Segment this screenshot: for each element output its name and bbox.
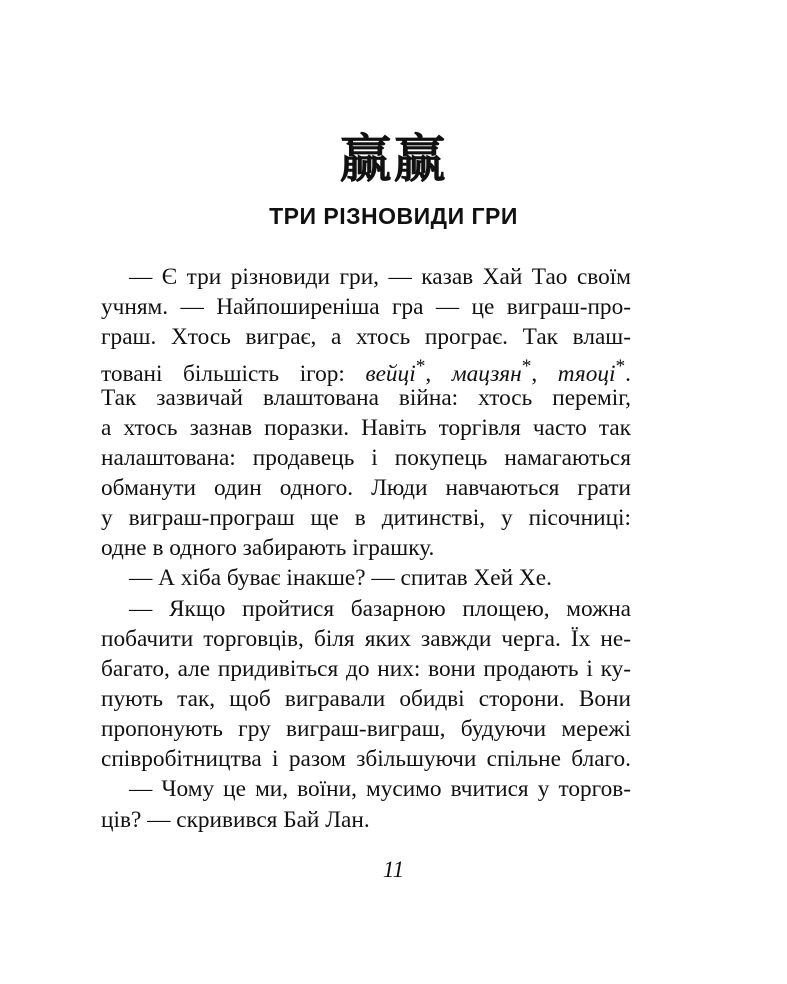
text-line: Так зазвичай влаштована війна: хтось переміг, bbox=[101, 384, 631, 411]
chapter-cjk-title: 赢赢 bbox=[339, 130, 448, 190]
text-line-games-lead: товані більшість ігор: bbox=[101, 361, 366, 388]
footnote-mark: * bbox=[615, 356, 626, 378]
text-line: співробітництва і разом збільшуючи спільне благо. bbox=[101, 746, 631, 773]
footnote-mark: * bbox=[521, 356, 532, 378]
text-line: учням. — Найпоширеніша гра — це виграш-про- bbox=[101, 294, 631, 321]
text-line: ців? — скривився Бай Лан. bbox=[101, 806, 370, 833]
text-line: — Є три різновиди гри, — казав Хай Тао своїм bbox=[129, 264, 631, 290]
game-weiqi: вейці bbox=[365, 361, 416, 388]
text-line: одне в одного забирають іграшку. bbox=[101, 535, 435, 562]
game-majiang: мацзян bbox=[451, 361, 522, 388]
text-line: а хтось зазнав поразки. Навіть торгівля часто так bbox=[101, 414, 631, 441]
separator: , bbox=[425, 361, 452, 388]
text-line: налаштована: продавець і покупець намагаються bbox=[101, 444, 631, 471]
footnote-mark: * bbox=[415, 356, 426, 378]
page-number: 11 bbox=[382, 857, 405, 882]
text-line: побачити торговців, біля яких завжди черга. Їх не- bbox=[101, 625, 631, 652]
text-line: граш. Хтось виграє, а хтось програє. Так влаш- bbox=[101, 324, 631, 351]
text-line: у виграш-програш ще в дитинстві, у пісочниці: bbox=[101, 505, 631, 532]
text-line: пують так, щоб вигравали обидві сторони. Вони bbox=[101, 685, 631, 712]
text-line: — Чому це ми, воїни, мусимо вчитися у торгов- bbox=[129, 776, 631, 803]
text-line: — А хіба буває інакше? — спитав Хей Хе. bbox=[129, 565, 552, 592]
chapter-body bbox=[101, 262, 631, 835]
separator: , bbox=[531, 361, 558, 388]
text-line-games bbox=[101, 352, 631, 388]
sentence-end: . bbox=[625, 361, 631, 388]
game-tiaoqi: тяоці bbox=[557, 361, 616, 388]
text-line: багато, але придивіться до них: вони продають і ку- bbox=[101, 655, 631, 682]
chapter-title: ТРИ РІЗНОВИДИ ГРИ bbox=[269, 203, 518, 229]
text-line: — Якщо пройтися базарною площею, можна bbox=[129, 595, 631, 622]
text-line: обманути один одного. Люди навчаються грати bbox=[101, 474, 631, 501]
text-line: пропонують гру виграш-виграш, будуючи мережі bbox=[101, 716, 631, 743]
